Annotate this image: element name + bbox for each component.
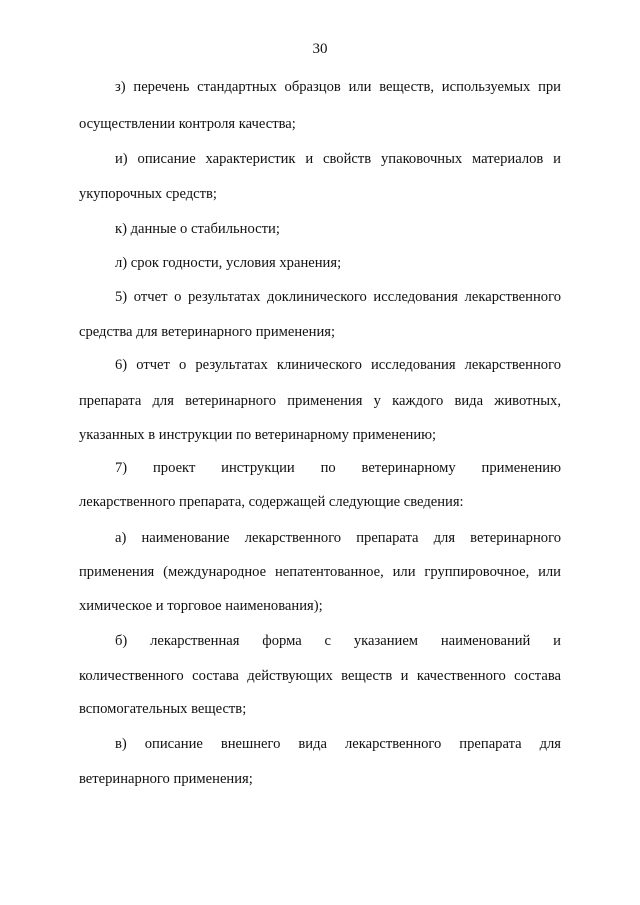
text-line: з) перечень стандартных образцов или веществ, используемых при [115,79,561,95]
text-line: средства для ветеринарного применения; [79,324,336,340]
text-line: вспомогательных веществ; [79,701,247,717]
text-line: применения (международное непатентованное, или группировочное, или [79,564,561,580]
text-line: 5) отчет о результатах доклинического исследования лекарственного [115,289,561,305]
text-line: л) срок годности, условия хранения; [115,255,342,271]
text-line: количественного состава действующих веществ и качественного состава [79,668,561,684]
text-line: препарата для ветеринарного применения у каждого вида животных, [79,393,561,409]
text-line: указанных в инструкции по ветеринарному применению; [79,427,437,443]
text-line: а) наименование лекарственного препарата для ветеринарного [115,530,561,546]
text-line: укупорочных средств; [79,186,217,202]
text-line: химическое и торговое наименования); [79,598,323,614]
text-line: к) данные о стабильности; [115,221,280,237]
text-line: и) описание характеристик и свойств упаковочных материалов и [115,151,561,167]
text-line: 7) проект инструкции по ветеринарному применению [115,460,561,476]
text-line: б) лекарственная форма с указанием наименований и [115,633,561,649]
text-line: 6) отчет о результатах клинического исследования лекарственного [115,357,561,373]
text-line: ветеринарного применения; [79,771,253,787]
text-line: лекарственного препарата, содержащей следующие сведения: [79,494,464,510]
text-line: в) описание внешнего вида лекарственного препарата для [115,736,561,752]
text-line: осуществлении контроля качества; [79,116,296,132]
page-number: 30 [312,41,328,57]
